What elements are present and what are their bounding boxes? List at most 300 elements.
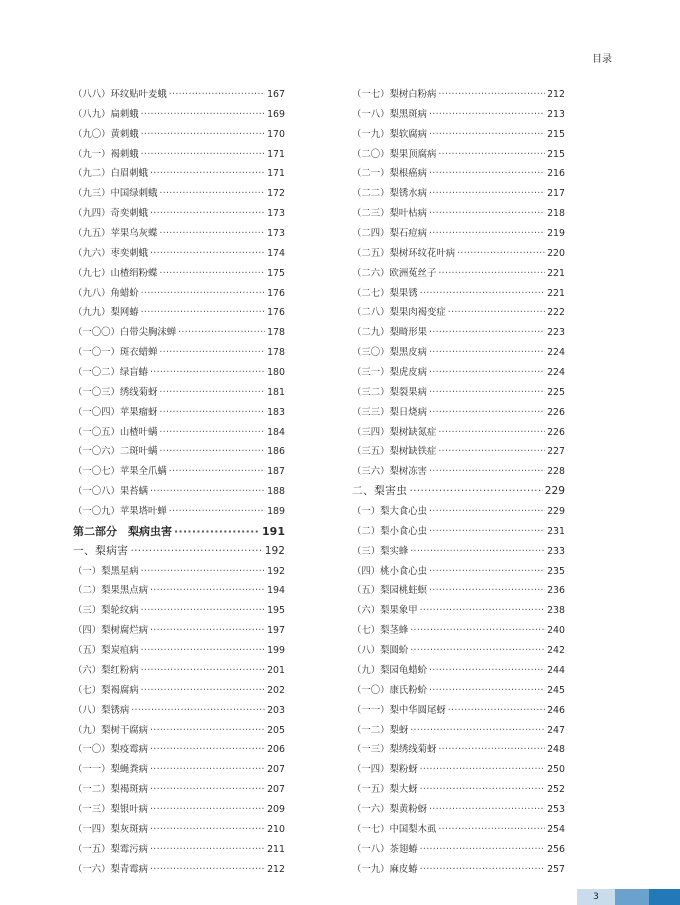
toc-entry-label: （一〇六）二斑叶螨 bbox=[73, 446, 158, 458]
footer-color-block bbox=[649, 889, 680, 905]
toc-entry[interactable] bbox=[73, 820, 285, 840]
dot-leader bbox=[141, 562, 265, 582]
toc-entry-page: 201 bbox=[267, 664, 285, 676]
toc-entry-label: （九四）奇奕刺蛾 bbox=[73, 208, 149, 220]
toc-entry-page: 238 bbox=[547, 605, 565, 617]
toc-entry[interactable] bbox=[73, 621, 285, 641]
toc-entry-page: 205 bbox=[267, 724, 285, 736]
toc-entry-label: （一）梨黑星病 bbox=[73, 565, 139, 577]
toc-entry[interactable] bbox=[73, 701, 285, 721]
toc-entry[interactable] bbox=[73, 462, 285, 482]
toc-entry-page: 224 bbox=[547, 347, 565, 359]
dot-leader bbox=[410, 542, 545, 562]
dot-leader bbox=[141, 681, 265, 701]
toc-entry-label: （三五）梨树缺铁症 bbox=[352, 446, 437, 458]
toc-section-heading[interactable] bbox=[73, 542, 285, 562]
toc-entry[interactable] bbox=[352, 284, 565, 304]
toc-entry-label: （一九）梨软腐病 bbox=[352, 128, 428, 140]
toc-entry-page: 229 bbox=[547, 506, 565, 518]
toc-entry-page: 226 bbox=[547, 426, 565, 438]
toc-entry[interactable] bbox=[352, 125, 565, 145]
toc-entry[interactable] bbox=[73, 164, 285, 184]
toc-entry[interactable] bbox=[352, 224, 565, 244]
dot-leader bbox=[420, 601, 545, 621]
dot-leader bbox=[159, 264, 265, 284]
dot-leader bbox=[150, 780, 265, 800]
dot-leader bbox=[429, 681, 545, 701]
toc-entry-page: 215 bbox=[547, 128, 565, 140]
footer-color-block bbox=[615, 889, 649, 905]
toc-entry-page: 207 bbox=[267, 764, 285, 776]
toc-entry-label: （七）梨褐腐病 bbox=[73, 684, 139, 696]
dot-leader bbox=[429, 502, 545, 522]
dot-leader bbox=[141, 125, 265, 145]
toc-column-left bbox=[73, 85, 285, 879]
toc-entry-label: （二一）梨根癌病 bbox=[352, 168, 428, 180]
toc-entry-label: （一七）梨树白粉病 bbox=[352, 89, 437, 100]
dot-leader bbox=[141, 105, 265, 125]
toc-entry[interactable] bbox=[73, 224, 285, 244]
dot-leader bbox=[150, 204, 265, 224]
toc-entry-page: 223 bbox=[547, 327, 565, 339]
toc-entry[interactable] bbox=[73, 85, 285, 105]
dot-leader bbox=[429, 462, 545, 482]
dot-leader bbox=[420, 780, 545, 800]
toc-entry-page: 215 bbox=[547, 148, 565, 160]
toc-entry-label: （九九）梨网蝽 bbox=[73, 307, 139, 319]
dot-leader bbox=[150, 581, 265, 601]
toc-entry-label: （一四）梨灰斑病 bbox=[73, 823, 149, 835]
toc-entry-label: （一六）梨黄粉蚜 bbox=[352, 803, 428, 815]
toc-entry[interactable] bbox=[73, 641, 285, 661]
toc-entry-label: （二七）梨果锈 bbox=[352, 287, 418, 299]
toc-entry[interactable] bbox=[73, 264, 285, 284]
toc-entry-label: （八）梨锈病 bbox=[73, 704, 130, 716]
toc-entry-label: （九）梨树干腐病 bbox=[73, 724, 149, 736]
toc-entry-label: （一三）梨绣线菊蚜 bbox=[352, 744, 437, 756]
toc-entry-label: （一八）茶翅蝽 bbox=[352, 843, 418, 855]
toc-entry-page: 245 bbox=[547, 684, 565, 696]
toc-entry[interactable] bbox=[352, 542, 565, 562]
toc-entry[interactable] bbox=[73, 740, 285, 760]
toc-entry[interactable] bbox=[73, 840, 285, 860]
toc-entry-label: 第二部分 梨病虫害 bbox=[73, 524, 172, 538]
toc-entry-label: （八八）环纹贴叶麦蛾 bbox=[73, 89, 167, 100]
toc-entry-page: 213 bbox=[547, 108, 565, 120]
toc-entry[interactable] bbox=[352, 164, 565, 184]
toc-entry-label: （一〇三）绣线菊蚜 bbox=[73, 386, 158, 398]
toc-entry-page: 240 bbox=[547, 625, 565, 637]
toc-entry-label: （二三）梨叶枯病 bbox=[352, 208, 428, 220]
dot-leader bbox=[159, 184, 265, 204]
toc-entry-label: 一、梨病害 bbox=[73, 544, 129, 557]
toc-entry-page: 216 bbox=[547, 168, 565, 180]
toc-entry[interactable] bbox=[73, 562, 285, 582]
toc-entry-page: 212 bbox=[267, 863, 285, 875]
dot-leader bbox=[429, 800, 545, 820]
toc-entry-label: （六）梨红粉病 bbox=[73, 664, 139, 676]
dot-leader bbox=[159, 403, 265, 423]
toc-entry[interactable] bbox=[73, 482, 285, 502]
toc-entry[interactable] bbox=[73, 681, 285, 701]
dot-leader bbox=[169, 462, 265, 482]
dot-leader bbox=[429, 224, 545, 244]
toc-entry[interactable] bbox=[352, 760, 565, 780]
toc-entry-label: （三）梨轮纹病 bbox=[73, 605, 139, 617]
dot-leader bbox=[429, 164, 545, 184]
dot-leader bbox=[150, 621, 265, 641]
toc-section-heading[interactable] bbox=[352, 482, 565, 502]
toc-entry-label: （七）梨茎蜂 bbox=[352, 625, 409, 637]
toc-entry-label: （九二）白眉刺蛾 bbox=[73, 168, 149, 180]
dot-leader bbox=[150, 164, 265, 184]
toc-entry-label: （四）梨树腐烂病 bbox=[73, 625, 149, 637]
dot-leader bbox=[159, 224, 265, 244]
dot-leader bbox=[429, 522, 545, 542]
toc-entry-page: 224 bbox=[547, 367, 565, 379]
toc-entry[interactable] bbox=[73, 502, 285, 522]
toc-entry[interactable] bbox=[352, 562, 565, 582]
toc-entry-label: （三）梨实蜂 bbox=[352, 545, 409, 557]
dot-leader bbox=[429, 105, 545, 125]
toc-entry[interactable] bbox=[352, 820, 565, 840]
toc-entry-label: （二九）梨畸形果 bbox=[352, 327, 428, 339]
toc-entry-page: 244 bbox=[547, 664, 565, 676]
dot-leader bbox=[150, 740, 265, 760]
toc-entry-page: 252 bbox=[547, 784, 565, 796]
toc-entry-page: 197 bbox=[267, 625, 285, 637]
toc-part-heading[interactable] bbox=[73, 522, 285, 542]
toc-entry[interactable] bbox=[352, 105, 565, 125]
toc-entry-page: 222 bbox=[547, 307, 565, 319]
dot-leader bbox=[438, 264, 545, 284]
toc-entry[interactable] bbox=[73, 800, 285, 820]
dot-leader bbox=[159, 383, 265, 403]
toc-entry-label: （三一）梨虎皮病 bbox=[352, 367, 428, 379]
toc-entry[interactable] bbox=[352, 462, 565, 482]
toc-entry-label: （一二）梨蚜 bbox=[352, 724, 409, 736]
dot-leader bbox=[150, 363, 265, 383]
toc-entry[interactable] bbox=[73, 581, 285, 601]
dot-leader bbox=[150, 820, 265, 840]
toc-entry[interactable] bbox=[73, 343, 285, 363]
toc-entry-label: （三〇）梨黑皮病 bbox=[352, 347, 428, 359]
dot-leader bbox=[448, 303, 545, 323]
toc-entry-page: 212 bbox=[547, 89, 565, 100]
dot-leader bbox=[438, 423, 545, 443]
toc-entry-label: （二四）梨石痘病 bbox=[352, 228, 428, 240]
toc-entry-label: （一〇九）苹果塔叶蝉 bbox=[73, 506, 167, 518]
toc-entry-page: 217 bbox=[547, 188, 565, 200]
dot-leader bbox=[448, 701, 545, 721]
toc-entry[interactable] bbox=[352, 204, 565, 224]
toc-entry[interactable] bbox=[352, 661, 565, 681]
toc-entry-page: 199 bbox=[267, 645, 285, 657]
toc-entry-page: 233 bbox=[547, 545, 565, 557]
toc-entry-page: 189 bbox=[267, 506, 285, 518]
toc-entry[interactable] bbox=[352, 403, 565, 423]
dot-leader bbox=[438, 145, 545, 165]
toc-entry[interactable] bbox=[73, 601, 285, 621]
toc-entry[interactable] bbox=[352, 323, 565, 343]
toc-entry[interactable] bbox=[352, 442, 565, 462]
toc-entry-label: （一七）中国梨木虱 bbox=[352, 823, 437, 835]
toc-entry-label: （一〇四）苹果瘤蚜 bbox=[73, 406, 158, 418]
dot-leader bbox=[141, 303, 265, 323]
dot-leader bbox=[420, 860, 545, 880]
toc-entry[interactable] bbox=[352, 303, 565, 323]
toc-entry[interactable] bbox=[73, 105, 285, 125]
dot-leader bbox=[429, 204, 545, 224]
toc-entry-label: （三六）梨树冻害 bbox=[352, 466, 428, 478]
toc-entry-label: （一五）梨霉污病 bbox=[73, 843, 149, 855]
toc-entry-page: 248 bbox=[547, 744, 565, 756]
toc-entry-page: 220 bbox=[547, 247, 565, 259]
toc-entry-page: 207 bbox=[267, 784, 285, 796]
toc-entry-label: （一〇二）绿盲蝽 bbox=[73, 367, 149, 379]
toc-entry[interactable] bbox=[73, 145, 285, 165]
toc-entry-page: 171 bbox=[267, 148, 285, 160]
toc-entry[interactable] bbox=[352, 363, 565, 383]
toc-entry-page: 172 bbox=[267, 188, 285, 200]
page-number: 3 bbox=[577, 889, 615, 905]
toc-entry[interactable] bbox=[73, 442, 285, 462]
toc-entry-label: （六）梨果象甲 bbox=[352, 605, 418, 617]
toc-entry[interactable] bbox=[73, 323, 285, 343]
toc-entry[interactable] bbox=[352, 840, 565, 860]
toc-entry-label: （三二）梨裂果病 bbox=[352, 386, 428, 398]
toc-entry-label: （一二）梨褐斑病 bbox=[73, 784, 149, 796]
toc-entry-page: 211 bbox=[267, 843, 285, 855]
toc-entry[interactable] bbox=[352, 800, 565, 820]
dot-leader bbox=[169, 85, 265, 105]
toc-entry-page: 184 bbox=[267, 426, 285, 438]
toc-entry-page: 176 bbox=[267, 307, 285, 319]
toc-entry[interactable] bbox=[73, 721, 285, 741]
toc-entry-page: 180 bbox=[267, 367, 285, 379]
toc-entry-label: （九七）山楂绢粉蝶 bbox=[73, 267, 158, 279]
toc-entry[interactable] bbox=[73, 303, 285, 323]
toc-entry[interactable] bbox=[73, 125, 285, 145]
toc-entry-label: （一一）梨中华圆尾蚜 bbox=[352, 704, 446, 716]
toc-entry-page: 250 bbox=[547, 764, 565, 776]
toc-entry[interactable] bbox=[352, 581, 565, 601]
toc-entry-label: （一六）梨青霉病 bbox=[73, 863, 149, 875]
dot-leader bbox=[429, 363, 545, 383]
toc-entry-label: （八九）扁刺蛾 bbox=[73, 108, 139, 120]
toc-entry-label: （二六）欧洲菟丝子 bbox=[352, 267, 437, 279]
toc-entry-page: 202 bbox=[267, 684, 285, 696]
toc-entry-label: （一〇七）苹果全爪螨 bbox=[73, 466, 167, 478]
toc-entry-page: 246 bbox=[547, 704, 565, 716]
dot-leader bbox=[409, 482, 542, 502]
toc-entry-page: 221 bbox=[547, 287, 565, 299]
toc-entry[interactable] bbox=[352, 780, 565, 800]
toc-entry-page: 219 bbox=[547, 228, 565, 240]
toc-entry-page: 227 bbox=[547, 446, 565, 458]
toc-entry[interactable] bbox=[352, 264, 565, 284]
toc-entry-page: 194 bbox=[267, 585, 285, 597]
dot-leader bbox=[150, 760, 265, 780]
dot-leader bbox=[141, 145, 265, 165]
toc-entry-label: （一八）梨黑斑病 bbox=[352, 108, 428, 120]
toc-entry-label: （一）梨大食心虫 bbox=[352, 506, 428, 518]
toc-entry-page: 192 bbox=[267, 565, 285, 577]
toc-entry[interactable] bbox=[352, 740, 565, 760]
toc-entry-label: （九六）枣奕刺蛾 bbox=[73, 247, 149, 259]
dot-leader bbox=[159, 423, 265, 443]
toc-entry-label: （三三）梨日烧病 bbox=[352, 406, 428, 418]
toc-entry[interactable] bbox=[352, 601, 565, 621]
toc-entry-page: 178 bbox=[267, 327, 285, 339]
toc-entry-label: （二）梨小食心虫 bbox=[352, 525, 428, 537]
toc-entry-label: （二八）梨果肉褐变症 bbox=[352, 307, 446, 319]
toc-entry-label: （一五）梨大蚜 bbox=[352, 784, 418, 796]
toc-entry-page: 181 bbox=[267, 386, 285, 398]
toc-entry-page: 195 bbox=[267, 605, 285, 617]
toc-entry-page: 221 bbox=[547, 267, 565, 279]
dot-leader bbox=[410, 641, 545, 661]
dot-leader bbox=[150, 840, 265, 860]
toc-entry[interactable] bbox=[73, 383, 285, 403]
toc-entry[interactable] bbox=[73, 244, 285, 264]
dot-leader bbox=[141, 284, 265, 304]
toc-entry-page: 231 bbox=[547, 525, 565, 537]
dot-leader bbox=[438, 820, 545, 840]
toc-entry-label: （九五）苹果乌灰蝶 bbox=[73, 228, 158, 240]
toc-entry-label: （四）桃小食心虫 bbox=[352, 565, 428, 577]
toc-entry-page: 228 bbox=[547, 466, 565, 478]
toc-entry-page: 209 bbox=[267, 803, 285, 815]
toc-entry-label: （八）梨圆蚧 bbox=[352, 645, 409, 657]
toc-entry-page: 257 bbox=[547, 863, 565, 875]
toc-entry-label: （二）梨果黑点病 bbox=[73, 585, 149, 597]
toc-entry-label: （一一）梨蝇粪病 bbox=[73, 764, 149, 776]
dot-leader bbox=[141, 641, 265, 661]
toc-column-right bbox=[352, 85, 565, 879]
toc-entry-page: 229 bbox=[544, 485, 565, 498]
toc-entry[interactable] bbox=[73, 284, 285, 304]
toc-entry[interactable] bbox=[73, 780, 285, 800]
dot-leader bbox=[174, 522, 260, 542]
toc-entry-label: （三四）梨树缺氮症 bbox=[352, 426, 437, 438]
dot-leader bbox=[429, 661, 545, 681]
dot-leader bbox=[420, 760, 545, 780]
toc-entry-page: 173 bbox=[267, 208, 285, 220]
dot-leader bbox=[410, 721, 545, 741]
dot-leader bbox=[429, 125, 545, 145]
dot-leader bbox=[150, 860, 265, 880]
toc-entry[interactable] bbox=[352, 145, 565, 165]
toc-entry-label: （二〇）梨果顶腐病 bbox=[352, 148, 437, 160]
dot-leader bbox=[141, 661, 265, 681]
toc-entry-page: 226 bbox=[547, 406, 565, 418]
toc-entry-label: （五）梨炭疽病 bbox=[73, 645, 139, 657]
toc-entry-label: （一〇一）斑衣蜡蝉 bbox=[73, 347, 158, 359]
dot-leader bbox=[150, 244, 265, 264]
toc-entry-label: （五）梨园桃蛀螟 bbox=[352, 585, 428, 597]
toc-entry-label: （九一）褐刺蛾 bbox=[73, 148, 139, 160]
toc-entry[interactable] bbox=[352, 85, 565, 105]
dot-leader bbox=[178, 323, 265, 343]
footer-bar bbox=[577, 889, 680, 905]
dot-leader bbox=[429, 343, 545, 363]
toc-entry-page: 191 bbox=[262, 524, 285, 538]
toc-entry[interactable] bbox=[352, 184, 565, 204]
toc-entry[interactable] bbox=[73, 661, 285, 681]
dot-leader bbox=[130, 542, 262, 562]
toc-entry-label: （一〇〇）白带尖胸沫蝉 bbox=[73, 327, 177, 339]
toc-entry[interactable] bbox=[73, 403, 285, 423]
toc-entry-page: 183 bbox=[267, 406, 285, 418]
toc-entry-page: 253 bbox=[547, 803, 565, 815]
toc-entry[interactable] bbox=[352, 423, 565, 443]
toc-entry-page: 178 bbox=[267, 347, 285, 359]
toc-entry[interactable] bbox=[352, 343, 565, 363]
toc-entry-page: 206 bbox=[267, 744, 285, 756]
dot-leader bbox=[429, 184, 545, 204]
toc-entry-label: （九八）角蜡蚧 bbox=[73, 287, 139, 299]
toc-entry[interactable] bbox=[352, 681, 565, 701]
dot-leader bbox=[131, 701, 265, 721]
toc-entry-page: 175 bbox=[267, 267, 285, 279]
dot-leader bbox=[438, 740, 545, 760]
dot-leader bbox=[410, 621, 545, 641]
toc-entry[interactable] bbox=[352, 502, 565, 522]
dot-leader bbox=[159, 343, 265, 363]
toc-entry[interactable] bbox=[352, 621, 565, 641]
toc-entry-page: 256 bbox=[547, 843, 565, 855]
dot-leader bbox=[420, 284, 545, 304]
dot-leader bbox=[429, 323, 545, 343]
toc-entry-page: 225 bbox=[547, 386, 565, 398]
toc-entry-page: 167 bbox=[267, 89, 285, 100]
toc-entry-page: 188 bbox=[267, 486, 285, 498]
toc-entry[interactable] bbox=[73, 184, 285, 204]
toc-entry-page: 170 bbox=[267, 128, 285, 140]
toc-entry[interactable] bbox=[352, 721, 565, 741]
toc-entry-page: 247 bbox=[547, 724, 565, 736]
toc-entry-page: 192 bbox=[264, 544, 285, 557]
dot-leader bbox=[429, 403, 545, 423]
toc-entry[interactable] bbox=[73, 423, 285, 443]
toc-entry-page: 169 bbox=[267, 108, 285, 120]
toc-entry[interactable] bbox=[352, 383, 565, 403]
dot-leader bbox=[438, 442, 545, 462]
toc-entry[interactable] bbox=[352, 244, 565, 264]
toc-entry[interactable] bbox=[73, 860, 285, 880]
toc-entry[interactable] bbox=[352, 860, 565, 880]
toc-entry[interactable] bbox=[352, 522, 565, 542]
toc-entry[interactable] bbox=[73, 363, 285, 383]
toc-entry-page: 187 bbox=[267, 466, 285, 478]
toc-entry[interactable] bbox=[352, 641, 565, 661]
toc-entry-page: 173 bbox=[267, 228, 285, 240]
dot-leader bbox=[438, 85, 545, 105]
dot-leader bbox=[150, 800, 265, 820]
toc-entry-label: （一四）梨粉蚜 bbox=[352, 764, 418, 776]
dot-leader bbox=[429, 562, 545, 582]
dot-leader bbox=[150, 721, 265, 741]
toc-entry-label: （九三）中国绿刺蛾 bbox=[73, 188, 158, 200]
toc-entry[interactable] bbox=[73, 760, 285, 780]
toc-entry-page: 254 bbox=[547, 823, 565, 835]
toc-entry-page: 171 bbox=[267, 168, 285, 180]
toc-entry-label: （一三）梨银叶病 bbox=[73, 803, 149, 815]
toc-entry-page: 176 bbox=[267, 287, 285, 299]
toc-entry[interactable] bbox=[73, 204, 285, 224]
toc-entry[interactable] bbox=[352, 701, 565, 721]
